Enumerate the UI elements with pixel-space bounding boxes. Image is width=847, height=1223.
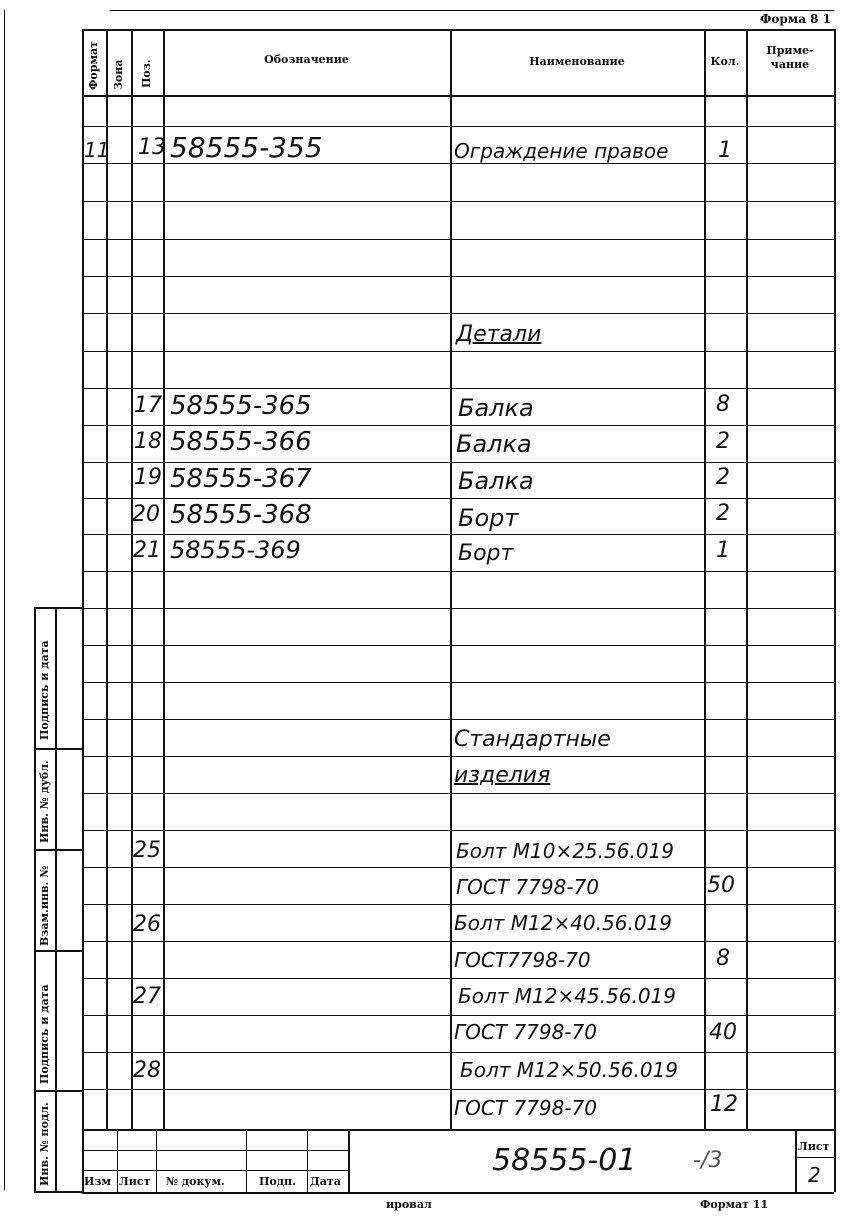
row-28-name: Болт М12×50.56.019 (460, 1058, 678, 1082)
header-note-1: Приме- (766, 44, 814, 57)
header-zone: Зона (112, 59, 125, 90)
row-1-format: 11 (84, 138, 110, 162)
stamp-podp: Подп. (259, 1175, 296, 1188)
stamp-designation: 58555-01 (492, 1143, 637, 1178)
row-line (82, 313, 834, 314)
frame-left (82, 29, 84, 1192)
row-line (82, 351, 834, 352)
stamp-col-2 (156, 1129, 157, 1192)
stamp-line-2 (82, 1170, 348, 1171)
stamp-col-main (348, 1129, 350, 1192)
row-line (82, 498, 834, 499)
stamp-bottom (82, 1192, 834, 1194)
stamp-line-1 (82, 1150, 348, 1151)
footer-format: Формат 11 (700, 1198, 769, 1211)
header-name: Наименование (529, 55, 625, 68)
col-qty (746, 29, 748, 1129)
table-bottom (82, 1129, 834, 1131)
row-line (82, 276, 834, 277)
stamp-mark: -/3 (693, 1148, 723, 1173)
side-sep-3 (34, 950, 82, 952)
row-18-qty: 2 (716, 429, 730, 454)
header-format: Формат (87, 41, 100, 90)
row-line (82, 756, 834, 757)
side-inv-dubl: Инв. № дубл. (38, 760, 51, 843)
side-vzam-inv: Взам.инв. № (38, 865, 51, 946)
row-20-designation: 58555-368 (170, 500, 312, 530)
row-17-name: Балка (458, 394, 534, 422)
side-top (34, 607, 82, 609)
stamp-col-sheet (795, 1129, 797, 1192)
row-1-pos: 13 (138, 135, 166, 160)
row-line (82, 904, 834, 905)
row-line (82, 1015, 834, 1016)
row-26-gost: ГОСТ7798-70 (454, 948, 591, 972)
stamp-izm: Изм (84, 1175, 111, 1188)
side-col-mid (55, 607, 57, 1191)
row-line (82, 793, 834, 794)
side-sep-4 (34, 1090, 82, 1092)
row-17-pos: 17 (134, 393, 162, 418)
row-27-gost: ГОСТ 7798-70 (454, 1020, 597, 1044)
row-21-name: Борт (458, 541, 514, 566)
stamp-sheet-no: 2 (808, 1163, 821, 1187)
row-20-name: Борт (458, 504, 519, 532)
row-line (82, 201, 834, 202)
row-line (82, 608, 834, 609)
section-standard-2: изделия (454, 763, 551, 788)
row-21-qty: 1 (716, 538, 730, 563)
stamp-list: Лист (119, 1175, 151, 1188)
header-note-2: чание (770, 58, 810, 71)
row-line (82, 830, 834, 831)
row-19-qty: 2 (716, 465, 730, 490)
row-line (82, 571, 834, 572)
row-line (82, 425, 834, 426)
side-sign-date-top: Подпись и дата (38, 640, 51, 740)
row-28-gost: ГОСТ 7798-70 (454, 1096, 597, 1120)
frame-top-outer (110, 10, 834, 11)
stamp-sheet-line (795, 1157, 834, 1158)
row-19-name: Балка (458, 467, 534, 495)
form-label: Форма 8 1 (760, 12, 832, 26)
row-25-qty: 50 (707, 873, 735, 898)
row-17-qty: 8 (716, 392, 730, 417)
row-line (82, 941, 834, 942)
row-18-name: Балка (456, 430, 532, 458)
row-line (82, 239, 834, 240)
row-27-name: Болт М12×45.56.019 (458, 984, 676, 1008)
row-1-qty: 1 (718, 138, 732, 163)
row-25-pos: 25 (133, 838, 161, 863)
row-20-pos: 20 (132, 502, 160, 527)
row-19-pos: 19 (134, 465, 162, 490)
row-line (82, 1089, 834, 1090)
col-pos (163, 29, 165, 1129)
row-line (82, 978, 834, 979)
row-line (82, 462, 834, 463)
row-line (82, 126, 834, 127)
frame-top (82, 29, 834, 31)
row-25-gost: ГОСТ 7798-70 (456, 875, 599, 899)
row-19-designation: 58555-367 (170, 464, 312, 494)
stamp-data: Дата (310, 1175, 341, 1188)
stamp-sheet-label: Лист (798, 1140, 830, 1153)
row-17-designation: 58555-365 (170, 391, 312, 421)
col-zone (131, 29, 133, 1129)
side-sep-2 (34, 849, 82, 851)
side-inv-podl: Инв. № подл. (38, 1102, 51, 1186)
col-designation (450, 29, 452, 1129)
side-col-left (34, 607, 36, 1191)
stamp-col-1 (117, 1129, 118, 1192)
row-28-pos: 28 (133, 1058, 161, 1083)
row-21-designation: 58555-369 (170, 536, 301, 564)
side-sign-date-bottom: Подпись и дата (38, 984, 51, 1084)
side-bottom (34, 1191, 82, 1193)
row-line (82, 867, 834, 868)
stamp-col-4 (307, 1129, 308, 1192)
col-name (704, 29, 706, 1129)
header-pos: Поз. (140, 59, 153, 88)
row-27-pos: 27 (133, 984, 161, 1009)
header-designation: Обозначение (264, 53, 349, 66)
stamp-col-3 (246, 1129, 247, 1192)
footer-copied: ировал (386, 1198, 432, 1211)
row-line (82, 388, 834, 389)
row-21-pos: 21 (133, 538, 161, 563)
row-line (82, 1052, 834, 1053)
row-1-name: Ограждение правое (454, 139, 669, 163)
row-20-qty: 2 (716, 501, 730, 526)
stamp-doc-no: № докум. (166, 1175, 225, 1188)
row-line (82, 645, 834, 646)
row-18-designation: 58555-366 (170, 427, 312, 457)
row-line (82, 682, 834, 683)
row-26-qty: 8 (716, 946, 730, 971)
row-line (82, 534, 834, 535)
row-25-name: Болт М10×25.56.019 (456, 839, 674, 863)
frame-right (834, 29, 836, 1192)
sheet-edge (4, 10, 5, 1190)
row-26-name: Болт М12×40.56.019 (454, 911, 672, 935)
col-format (106, 29, 108, 1129)
row-28-qty: 12 (710, 1092, 738, 1117)
row-18-pos: 18 (134, 429, 162, 454)
row-27-qty: 40 (709, 1020, 737, 1045)
row-26-pos: 26 (133, 912, 161, 937)
row-1-designation: 58555-355 (170, 131, 323, 164)
header-qty: Кол. (710, 55, 740, 68)
section-details: Детали (456, 322, 542, 347)
row-line (82, 719, 834, 720)
side-sep-1 (34, 748, 82, 750)
header-bottom (82, 95, 834, 97)
section-standard-1: Стандартные (454, 727, 611, 752)
